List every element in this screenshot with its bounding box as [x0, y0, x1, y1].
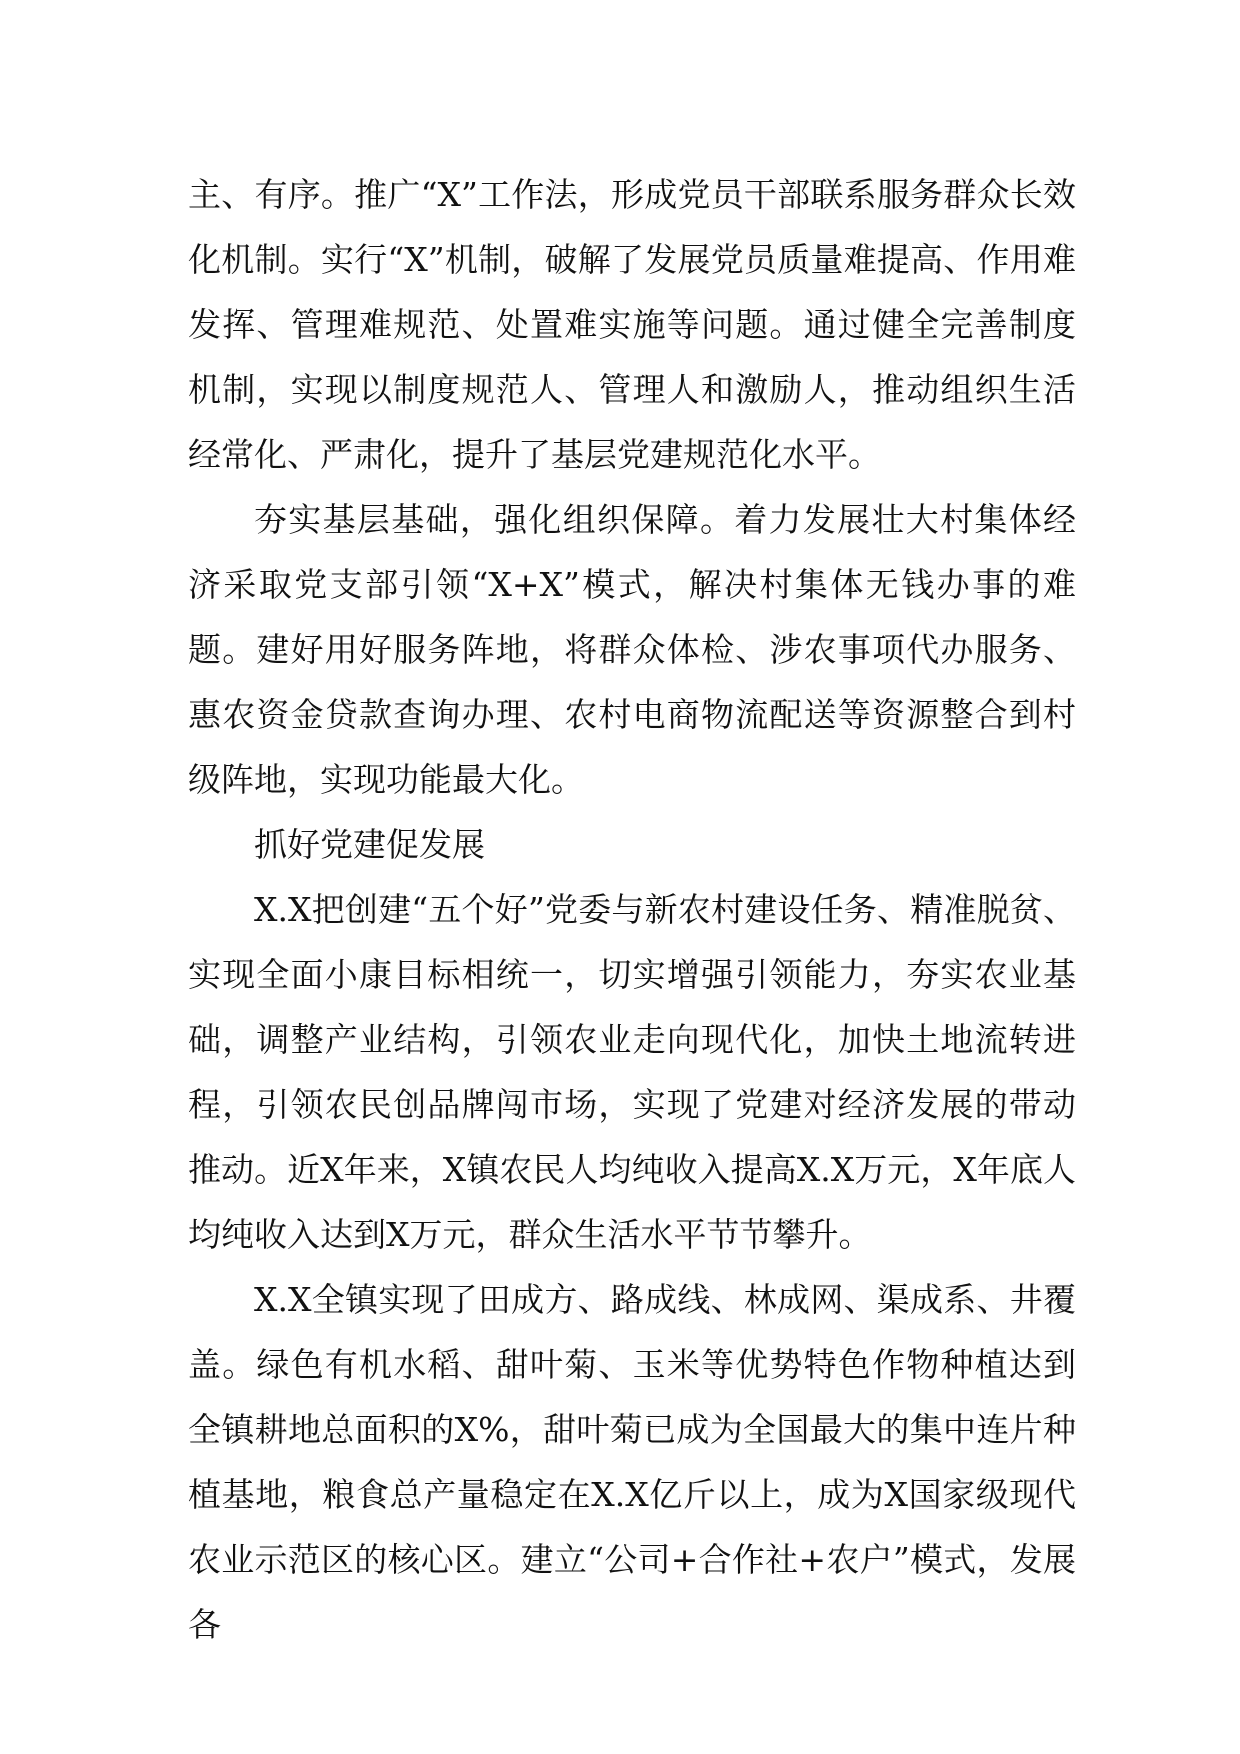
document-body: [188, 162, 1076, 1657]
paragraph-development: X.X把创建“五个好”党委与新农村建设任务、精准脱贫、实现全面小康目标相统一，切实增强引领能力，夯实农业基础，调整产业结构，引领农业走向现代化，加快土地流转进程，引领农民创品牌闯市场，实现了党建对经济发展的带动推动。近X年来，X镇农民人均纯收入提高X.X万元，X年底人均纯收入达到X万元，群众生活水平节节攀升。: [188, 890, 1076, 1254]
paragraph-agriculture: X.X全镇实现了田成方、路成线、林成网、渠成系、井覆盖。绿色有机水稻、甜叶菊、玉米等优势特色作物种植达到全镇耕地总面积的X%，甜叶菊已成为全国最大的集中连片种植基地，粮食总产量稳定在X.X亿斤以上，成为X国家级现代农业示范区的核心区。建立“公司+合作社+农户”模式，发展各: [188, 1280, 1076, 1644]
section-heading: 抓好党建促发展: [254, 825, 485, 864]
paragraph-foundation: 夯实基层基础，强化组织保障。着力发展壮大村集体经济采取党支部引领“X+X”模式，解决村集体无钱办事的难题。建好用好服务阵地，将群众体检、涉农事项代办服务、惠农资金贷款查询办理、农村电商物流配送等资源整合到村级阵地，实现功能最大化。: [188, 500, 1076, 799]
paragraph-continuation: 主、有序。推广“X”工作法，形成党员干部联系服务群众长效化机制。实行“X”机制，破解了发展党员质量难提高、作用难发挥、管理难规范、处置难实施等问题。通过健全完善制度机制，实现以制度规范人、管理人和激励人，推动组织生活经常化、严肃化，提升了基层党建规范化水平。: [188, 175, 1076, 474]
